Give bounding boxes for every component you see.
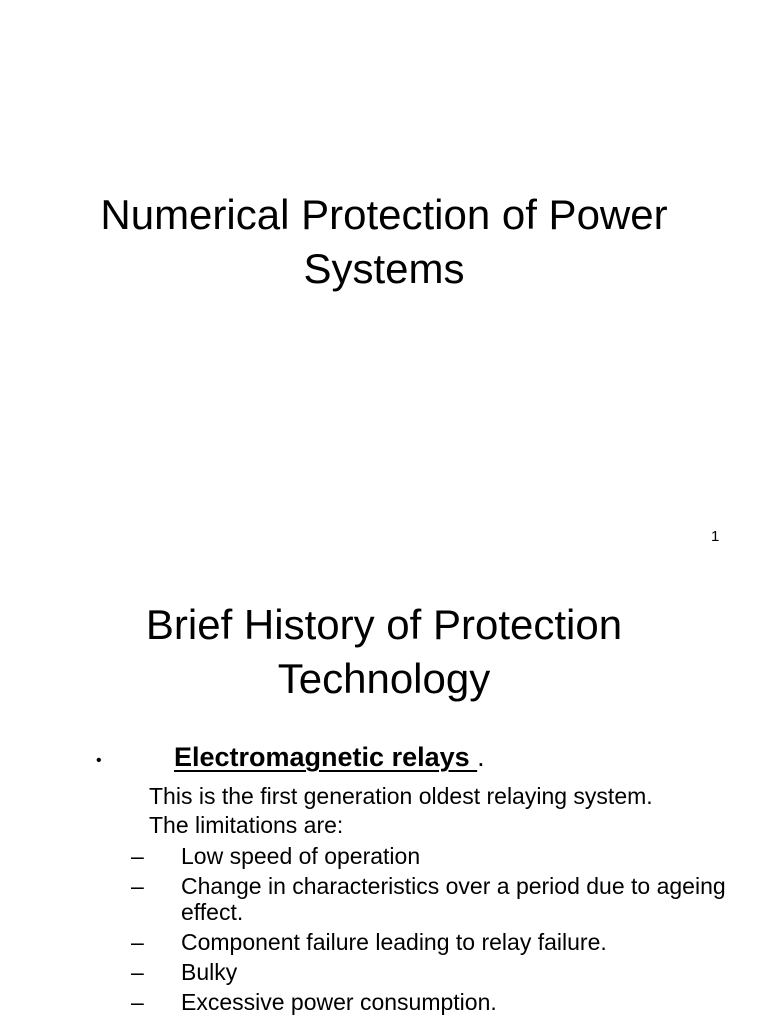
bullet-icon: • [96, 752, 102, 769]
dash-icon: – [131, 873, 144, 899]
intro-line-1: This is the first generation oldest relaying system. [149, 783, 653, 809]
slide-title-numerical-protection [0, 188, 768, 296]
list-item-text: Low speed of operation [181, 843, 421, 869]
heading-text: Electromagnetic relays [174, 742, 478, 772]
dash-icon: – [131, 929, 144, 955]
dash-icon: – [131, 959, 144, 985]
title-line-1: Numerical Protection of Power [100, 191, 668, 238]
dash-icon: – [131, 843, 144, 869]
title-line-2: Technology [277, 655, 491, 702]
title-line-2: Systems [303, 245, 465, 292]
page-number: 1 [711, 528, 720, 545]
slide-title-brief-history [0, 598, 768, 706]
list-item-text: Change in characteristics over a period due to ageing effect. [181, 873, 726, 925]
dash-icon: – [131, 989, 144, 1015]
title-line-1: Brief History of Protection [145, 601, 623, 648]
list-item-text: Component failure leading to relay failure. [181, 929, 607, 955]
intro-line-2: The limitations are: [149, 812, 344, 838]
heading-suffix: . [477, 742, 485, 772]
list-item-text: Bulky [181, 959, 238, 985]
section-heading [174, 742, 485, 773]
list-item-text: Excessive power consumption. [181, 989, 497, 1015]
